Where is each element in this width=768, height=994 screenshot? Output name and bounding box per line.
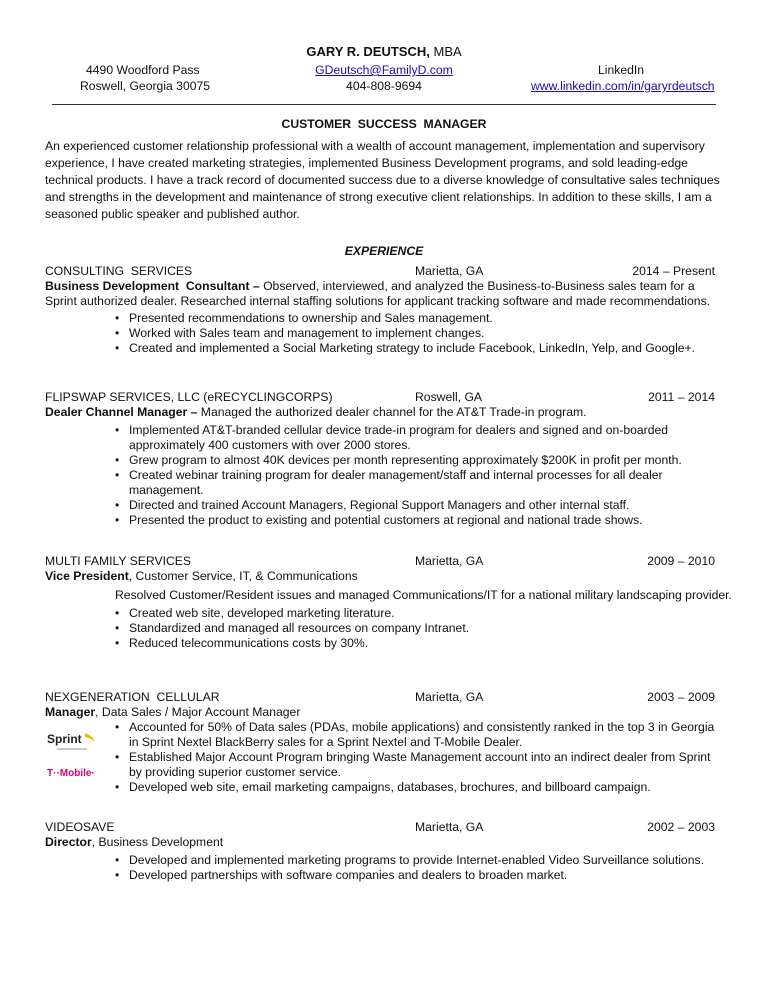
job-location: Roswell, GA [415,390,483,404]
job-location: Marietta, GA [415,690,484,704]
phone-number: 404-808-9694 [346,79,422,93]
bullet-item: • Created web site, developed marketing literature. [45,606,725,621]
bullet-item: • Grew program to almost 40K devices per month representing approximately $200K in profit per month. [45,453,725,468]
bullet-item: • Presented recommendations to ownership and Sales management. [45,311,725,326]
experience-heading: EXPERIENCE [344,244,424,258]
job-location: Marietta, GA [415,820,484,834]
header-divider [52,104,716,105]
job-entry-multifamily [45,554,732,651]
job-title: Director [45,835,92,849]
job-dates: 2003 – 2009 [647,690,715,704]
job-location: Marietta, GA [415,264,484,278]
job-bullets [45,606,725,651]
job-dates: 2002 – 2003 [647,820,715,834]
job-entry-nexgeneration [45,690,725,795]
job-location: Marietta, GA [415,554,484,568]
job-title-line [45,705,725,720]
bullet-item: • Created webinar training program for dealer management/staff and internal processes for all dealer management. [45,468,725,498]
job-title: Manager [45,705,96,719]
sprint-logo [47,730,107,752]
job-bullets [45,720,725,795]
job-title-line [45,835,725,850]
bullet-item: • Developed and implemented marketing programs to provide Internet-enabled Video Surveillance solutions. [45,853,725,868]
bullet-item: • Implemented AT&T-branded cellular device trade-in program for dealers and signed and on-boarded approximately 400 customers with over 2000 stores. [45,423,725,453]
bullet-item: • Developed web site, email marketing campaigns, databases, brochures, and billboard campaign. [45,780,725,795]
job-company: MULTI FAMILY SERVICES [45,554,192,568]
job-entry-flipswap [45,390,725,528]
bullet-item: • Accounted for 50% of Data sales (PDAs, mobile applications) and consistently ranked in the top 3 in Georgia in Sprint Nextel BlackBerry sales for a Sprint Nextel and T-Mobile Dealer. [45,720,725,750]
job-title: Business Development Consultant – [45,279,260,293]
job-title-rest: Managed the authorized dealer channel for the AT&T Trade-in program. [197,405,587,419]
summary-heading: CUSTOMER SUCCESS MANAGER [281,117,487,131]
name-text: GARY R. DEUTSCH, [306,44,430,59]
tmobile-logo-text: T··Mobile· [47,768,95,779]
job-entry-consulting [45,264,725,356]
candidate-name [0,44,768,59]
job-dates: 2009 – 2010 [647,554,715,568]
address-line2: Roswell, Georgia 30075 [80,79,211,93]
bullet-item: • Standardized and managed all resources on company Intranet. [45,621,725,636]
job-bullets [45,311,725,356]
bullet-item: • Presented the product to existing and potential customers at regional and national trade shows. [45,513,725,528]
job-dates: 2014 – Present [632,264,715,278]
bullet-item: • Created and implemented a Social Marketing strategy to include Facebook, LinkedIn, Yelp, and Google+. [45,341,725,356]
job-title-rest: , Customer Service, IT, & Communications [128,569,358,583]
bullet-item: • Developed partnerships with software companies and dealers to broaden market. [45,868,725,883]
summary-paragraph: An experienced customer relationship professional with a wealth of account management, implementation and supervisory experience, I have created marketing strategies, implemented Business Development programs, and sold leading-edge technical products. I have a track record of documented success due to a diverse knowledge of consultative sales techniques and strengths in the development and maintenance of strong executive client relationships. In addition to these skills, I am a seasoned public speaker and published author. [45,139,720,221]
job-entry-videosave [45,820,725,883]
sprint-logo-text: Sprint [47,732,82,746]
job-title-rest: Observed, interviewed, and analyzed the Business-to-Business sales team for a Sprint authorized dealer. Researched internal staffing solutions for applicant tracking software and made recommendations. [45,279,711,308]
credential-text: MBA [433,44,462,59]
job-title: Vice President [45,569,129,583]
linkedin-link[interactable]: www.linkedin.com/in/garyrdeutsch [531,79,715,93]
job-title-line [45,279,725,309]
address-line1: 4490 Woodford Pass [86,63,200,77]
job-title-rest: , Data Sales / Major Account Manager [95,705,301,719]
tmobile-logo [47,765,107,779]
bullet-item: • Reduced telecommunications costs by 30%. [45,636,725,651]
bullet-item: • Established Major Account Program bringing Waste Management account into an indirect dealer from Sprint by providing superior customer service. [45,750,725,780]
job-bullets [45,853,725,883]
job-title-line [45,405,725,420]
job-company: NEXGENERATION CELLULAR [45,690,220,704]
job-bullets [45,423,725,528]
bullet-item: • Directed and trained Account Managers, Regional Support Managers and other internal staff. [45,498,725,513]
job-title-line [45,569,725,584]
job-title: Dealer Channel Manager – [45,405,198,419]
email-link[interactable]: GDeutsch@FamilyD.com [315,63,453,77]
linkedin-label: LinkedIn [598,63,645,77]
job-company: VIDEOSAVE [45,820,115,834]
job-dates: 2011 – 2014 [648,390,715,404]
job-title-rest: , Business Development [91,835,224,849]
job-description: Resolved Customer/Resident issues and managed Communications/IT for a national military landscaping provider. [115,588,732,602]
job-company: FLIPSWAP SERVICES, LLC (eRECYCLINGCORPS) [45,390,333,404]
bullet-item: • Worked with Sales team and management to implement changes. [45,326,725,341]
job-company: CONSULTING SERVICES [45,264,193,278]
sprint-swoosh-icon [85,733,95,742]
